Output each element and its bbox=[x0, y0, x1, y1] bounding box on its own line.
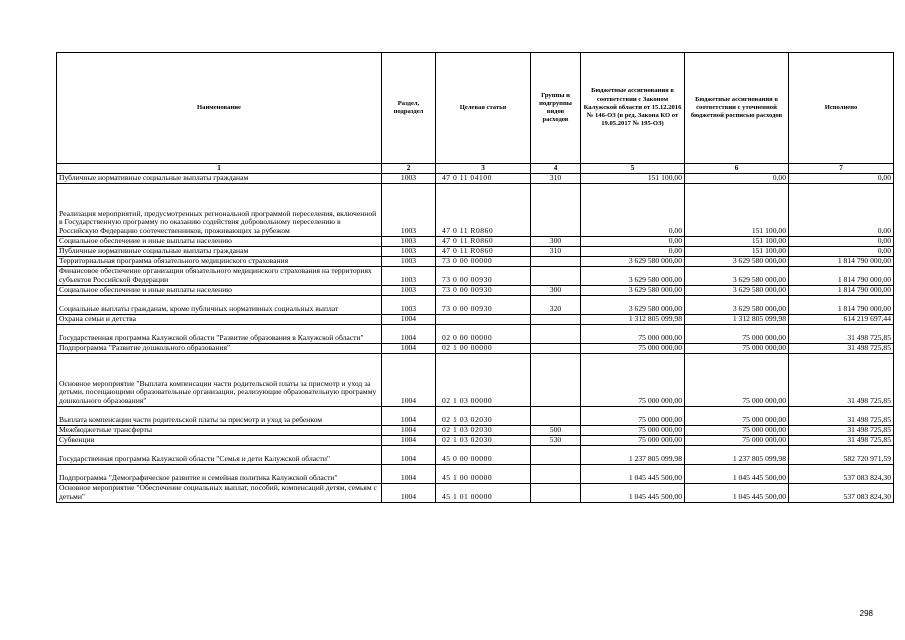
row-executed: 31 498 725,85 bbox=[789, 425, 894, 435]
table-body bbox=[57, 173, 894, 502]
row-refined-allocation: 3 629 580 000,00 bbox=[685, 266, 789, 285]
table-row bbox=[57, 295, 894, 314]
row-refined-allocation: 75 000 000,00 bbox=[685, 324, 789, 343]
row-expense-group bbox=[531, 266, 581, 285]
row-name: Основное мероприятие "Обеспечение социальных выплат, пособий, компенсаций детям, семьям с детьми" bbox=[57, 483, 382, 502]
row-refined-allocation: 75 000 000,00 bbox=[685, 425, 789, 435]
row-section: 1003 bbox=[382, 183, 436, 236]
row-target-article: 47 0 11 R0860 bbox=[436, 183, 531, 236]
row-refined-allocation: 151 100,00 bbox=[685, 236, 789, 246]
table-row bbox=[57, 266, 894, 285]
row-law-allocation: 3 629 580 000,00 bbox=[581, 295, 685, 314]
row-law-allocation: 75 000 000,00 bbox=[581, 353, 685, 406]
column-number-row bbox=[57, 164, 894, 174]
row-name: Публичные нормативные социальные выплаты гражданам bbox=[57, 246, 382, 256]
row-section: 1004 bbox=[382, 445, 436, 464]
row-name: Финансовое обеспечение организации обязательного медицинского страхования на территориях субъектов Российской Федерации bbox=[57, 266, 382, 285]
row-executed: 31 498 725,85 bbox=[789, 435, 894, 445]
row-expense-group bbox=[531, 464, 581, 483]
table-row bbox=[57, 406, 894, 425]
row-law-allocation: 0,00 bbox=[581, 183, 685, 236]
column-number: 7 bbox=[789, 164, 894, 174]
row-section: 1004 bbox=[382, 324, 436, 343]
row-expense-group: 320 bbox=[531, 295, 581, 314]
row-name: Реализация мероприятий, предусмотренных региональной программой переселения, включенной в Государственную программу по оказанию содействия добровольному переселению в Российскую Федерацию соотечественников, проживающих за рубежом bbox=[57, 183, 382, 236]
table-row bbox=[57, 483, 894, 502]
row-refined-allocation: 3 629 580 000,00 bbox=[685, 256, 789, 266]
row-executed: 31 498 725,85 bbox=[789, 324, 894, 343]
header-executed: Исполнено bbox=[789, 53, 894, 164]
row-expense-group: 530 bbox=[531, 435, 581, 445]
row-executed: 614 219 697,44 bbox=[789, 314, 894, 324]
row-section: 1004 bbox=[382, 343, 436, 353]
row-executed: 31 498 725,85 bbox=[789, 406, 894, 425]
row-name: Территориальная программа обязательного медицинского страхования bbox=[57, 256, 382, 266]
row-target-article: 02 0 00 00000 bbox=[436, 324, 531, 343]
header-row bbox=[57, 53, 894, 164]
row-name: Подпрограмма "Развитие дошкольного образования" bbox=[57, 343, 382, 353]
row-expense-group bbox=[531, 324, 581, 343]
row-name: Выплата компенсации части родительской платы за присмотр и уход за ребенком bbox=[57, 406, 382, 425]
row-law-allocation: 0,00 bbox=[581, 236, 685, 246]
budget-table-sheet bbox=[56, 52, 893, 503]
row-name: Социальные выплаты гражданам, кроме публичных нормативных социальных выплат bbox=[57, 295, 382, 314]
table-row bbox=[57, 343, 894, 353]
row-expense-group bbox=[531, 256, 581, 266]
table-row bbox=[57, 353, 894, 406]
row-executed: 0,00 bbox=[789, 173, 894, 183]
row-refined-allocation: 1 045 445 500,00 bbox=[685, 464, 789, 483]
row-refined-allocation: 1 312 805 099,98 bbox=[685, 314, 789, 324]
row-name: Социальное обеспечение и иные выплаты населению bbox=[57, 285, 382, 295]
row-section: 1004 bbox=[382, 406, 436, 425]
row-target-article: 02 1 03 00000 bbox=[436, 353, 531, 406]
row-target-article: 47 0 11 04100 bbox=[436, 173, 531, 183]
row-refined-allocation: 75 000 000,00 bbox=[685, 343, 789, 353]
row-law-allocation: 75 000 000,00 bbox=[581, 435, 685, 445]
row-law-allocation: 3 629 580 000,00 bbox=[581, 256, 685, 266]
row-section: 1003 bbox=[382, 256, 436, 266]
row-target-article: 73 0 00 00930 bbox=[436, 266, 531, 285]
row-refined-allocation: 0,00 bbox=[685, 173, 789, 183]
row-law-allocation: 1 312 805 099,98 bbox=[581, 314, 685, 324]
table-row bbox=[57, 445, 894, 464]
row-name: Публичные нормативные социальные выплаты гражданам bbox=[57, 173, 382, 183]
row-refined-allocation: 75 000 000,00 bbox=[685, 353, 789, 406]
row-law-allocation: 1 237 805 099,98 bbox=[581, 445, 685, 464]
row-name: Социальное обеспечение и иные выплаты населению bbox=[57, 236, 382, 246]
row-target-article: 02 1 03 02030 bbox=[436, 406, 531, 425]
row-refined-allocation: 1 045 445 500,00 bbox=[685, 483, 789, 502]
row-law-allocation: 75 000 000,00 bbox=[581, 406, 685, 425]
page-number: 298 bbox=[859, 609, 873, 618]
row-target-article: 45 1 01 00000 bbox=[436, 483, 531, 502]
row-executed: 1 814 790 000,00 bbox=[789, 256, 894, 266]
table-row bbox=[57, 435, 894, 445]
table-row bbox=[57, 425, 894, 435]
table-row bbox=[57, 173, 894, 183]
table-row bbox=[57, 324, 894, 343]
row-section: 1003 bbox=[382, 285, 436, 295]
row-expense-group: 310 bbox=[531, 173, 581, 183]
row-section: 1003 bbox=[382, 246, 436, 256]
row-expense-group: 300 bbox=[531, 285, 581, 295]
table-row bbox=[57, 183, 894, 236]
row-law-allocation: 75 000 000,00 bbox=[581, 425, 685, 435]
row-executed: 1 814 790 000,00 bbox=[789, 285, 894, 295]
row-section: 1004 bbox=[382, 314, 436, 324]
row-section: 1003 bbox=[382, 173, 436, 183]
header-law-allocations: Бюджетные ассигнования в соответствии с Законом Калужской области от 15.12.2016 № 146-ОЗ (в ред. Закона КО от 19.05.2017 № 195-ОЗ) bbox=[581, 53, 685, 164]
table-row bbox=[57, 256, 894, 266]
row-name: Субвенции bbox=[57, 435, 382, 445]
row-name: Межбюджетные трансферты bbox=[57, 425, 382, 435]
row-name: Государственная программа Калужской области "Развитие образования в Калужской области" bbox=[57, 324, 382, 343]
row-executed: 582 720 971,59 bbox=[789, 445, 894, 464]
row-target-article: 45 0 00 00000 bbox=[436, 445, 531, 464]
row-target-article: 73 0 00 00930 bbox=[436, 285, 531, 295]
row-name: Основное мероприятие "Выплата компенсации части родительской платы за присмотр и уход за детьми, посещающими образовательные организации, реализующие образовательную программу дошкольного образования" bbox=[57, 353, 382, 406]
row-expense-group bbox=[531, 183, 581, 236]
row-refined-allocation: 151 100,00 bbox=[685, 183, 789, 236]
row-section: 1004 bbox=[382, 425, 436, 435]
row-executed: 1 814 790 000,00 bbox=[789, 266, 894, 285]
row-section: 1004 bbox=[382, 353, 436, 406]
row-expense-group bbox=[531, 483, 581, 502]
row-section: 1004 bbox=[382, 464, 436, 483]
row-law-allocation: 3 629 580 000,00 bbox=[581, 266, 685, 285]
row-refined-allocation: 3 629 580 000,00 bbox=[685, 295, 789, 314]
row-name: Подпрограмма "Демографическое развитие и семейная политика Калужской области" bbox=[57, 464, 382, 483]
column-number: 2 bbox=[382, 164, 436, 174]
row-refined-allocation: 75 000 000,00 bbox=[685, 406, 789, 425]
row-target-article: 73 0 00 00000 bbox=[436, 256, 531, 266]
table-row bbox=[57, 285, 894, 295]
row-executed: 0,00 bbox=[789, 183, 894, 236]
row-target-article: 45 1 00 00000 bbox=[436, 464, 531, 483]
row-law-allocation: 75 000 000,00 bbox=[581, 324, 685, 343]
column-number: 3 bbox=[436, 164, 531, 174]
header-refined-allocations: Бюджетные ассигнования в соответствии с уточненной бюджетной росписью расходов bbox=[685, 53, 789, 164]
row-section: 1003 bbox=[382, 236, 436, 246]
budget-table bbox=[56, 52, 894, 503]
row-executed: 1 814 790 000,00 bbox=[789, 295, 894, 314]
row-law-allocation: 3 629 580 000,00 bbox=[581, 285, 685, 295]
row-executed: 537 083 824,30 bbox=[789, 483, 894, 502]
table-row bbox=[57, 236, 894, 246]
row-expense-group bbox=[531, 406, 581, 425]
column-number: 4 bbox=[531, 164, 581, 174]
row-target-article: 73 0 00 00930 bbox=[436, 295, 531, 314]
column-number: 1 bbox=[57, 164, 382, 174]
row-executed: 537 083 824,30 bbox=[789, 464, 894, 483]
row-expense-group: 310 bbox=[531, 246, 581, 256]
header-section: Раздел, подраздел bbox=[382, 53, 436, 164]
row-refined-allocation: 151 100,00 bbox=[685, 246, 789, 256]
row-target-article: 02 1 03 02030 bbox=[436, 425, 531, 435]
header-groups: Группы и подгруппы видов расходов bbox=[531, 53, 581, 164]
row-refined-allocation: 75 000 000,00 bbox=[685, 435, 789, 445]
header-target: Целевая статья bbox=[436, 53, 531, 164]
row-refined-allocation: 3 629 580 000,00 bbox=[685, 285, 789, 295]
row-target-article: 47 0 11 R0860 bbox=[436, 246, 531, 256]
row-law-allocation: 151 100,00 bbox=[581, 173, 685, 183]
row-target-article bbox=[436, 314, 531, 324]
row-executed: 31 498 725,85 bbox=[789, 343, 894, 353]
table-row bbox=[57, 246, 894, 256]
column-number: 5 bbox=[581, 164, 685, 174]
header-name: Наименование bbox=[57, 53, 382, 164]
row-expense-group: 500 bbox=[531, 425, 581, 435]
row-executed: 0,00 bbox=[789, 246, 894, 256]
row-expense-group bbox=[531, 343, 581, 353]
row-section: 1003 bbox=[382, 295, 436, 314]
row-name: Государственная программа Калужской области "Семья и дети Калужской области" bbox=[57, 445, 382, 464]
row-refined-allocation: 1 237 805 099,98 bbox=[685, 445, 789, 464]
column-number: 6 bbox=[685, 164, 789, 174]
row-law-allocation: 75 000 000,00 bbox=[581, 343, 685, 353]
row-law-allocation: 1 045 445 500,00 bbox=[581, 464, 685, 483]
table-row bbox=[57, 464, 894, 483]
row-section: 1003 bbox=[382, 266, 436, 285]
row-expense-group: 300 bbox=[531, 236, 581, 246]
row-executed: 31 498 725,85 bbox=[789, 353, 894, 406]
row-target-article: 47 0 11 R0860 bbox=[436, 236, 531, 246]
row-name: Охрана семьи и детства bbox=[57, 314, 382, 324]
row-target-article: 02 1 00 00000 bbox=[436, 343, 531, 353]
row-section: 1004 bbox=[382, 435, 436, 445]
row-law-allocation: 1 045 445 500,00 bbox=[581, 483, 685, 502]
row-expense-group bbox=[531, 353, 581, 406]
row-target-article: 02 1 03 02030 bbox=[436, 435, 531, 445]
row-law-allocation: 0,00 bbox=[581, 246, 685, 256]
row-executed: 0,00 bbox=[789, 236, 894, 246]
row-expense-group bbox=[531, 445, 581, 464]
row-expense-group bbox=[531, 314, 581, 324]
table-row bbox=[57, 314, 894, 324]
row-section: 1004 bbox=[382, 483, 436, 502]
